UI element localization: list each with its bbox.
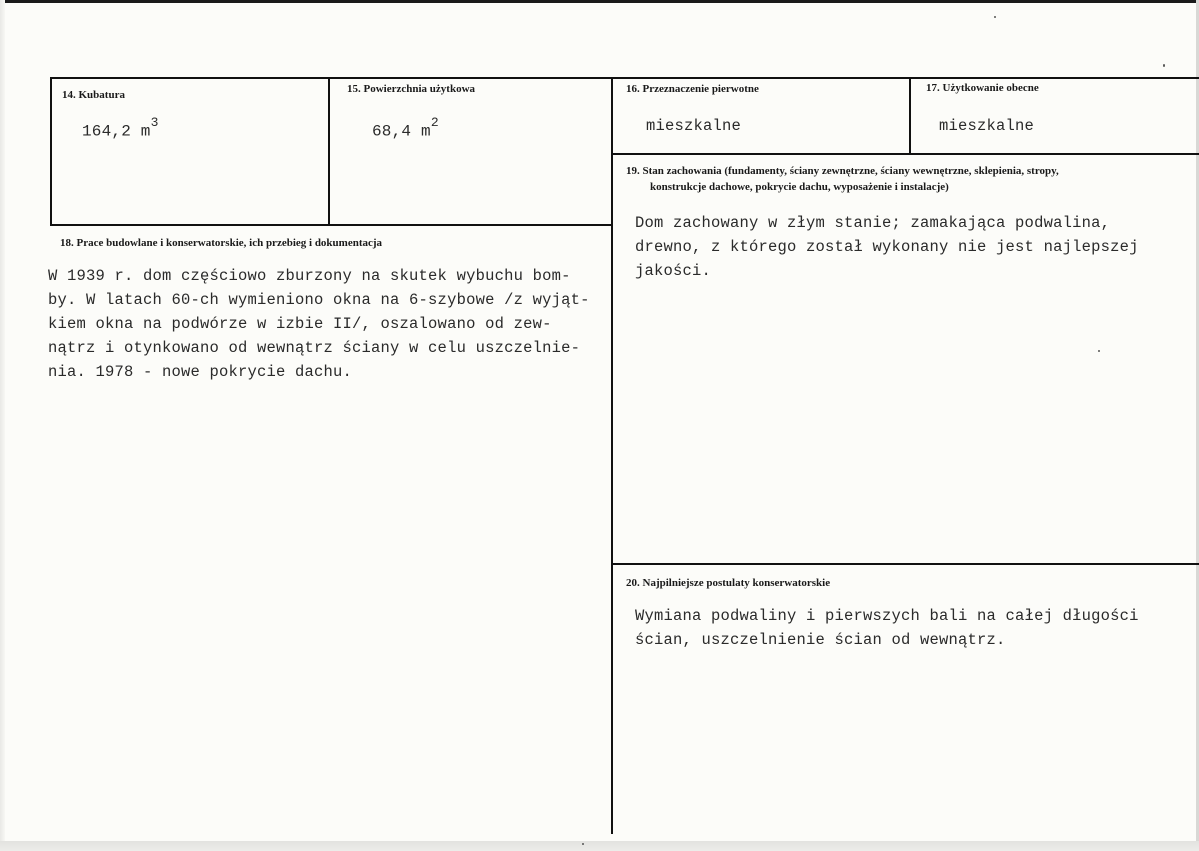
prace-line: kiem okna na podwórze w izbie II/, oszalowano od zew-: [48, 315, 552, 333]
stan-line: drewno, z którego został wykonany nie jest najlepszej: [635, 238, 1139, 256]
prace-line: W 1939 r. dom częściowo zburzony na skutek wybuchu bom-: [48, 267, 571, 285]
powierzchnia-number: 68,4 m: [372, 122, 431, 141]
kubatura-label: 14. Kubatura: [62, 89, 125, 101]
kubatura-exponent: 3: [150, 115, 159, 130]
stan-label-line2: konstrukcje dachowe, pokrycie dachu, wyposażenie i instalacje): [650, 181, 949, 193]
scan-edge-bottom: [0, 841, 1199, 851]
grid-center-line: [611, 77, 613, 834]
uzytkowanie-label: 17. Użytkowanie obecne: [926, 82, 1039, 94]
scan-speck: [582, 843, 584, 845]
scan-speck: [1163, 64, 1165, 67]
grid-line-16-17-bottom: [611, 153, 1199, 155]
scan-speck: [994, 16, 996, 18]
kubatura-number: 164,2 m: [82, 122, 151, 141]
powierzchnia-value: [372, 114, 439, 143]
przeznaczenie-label: 16. Przeznaczenie pierwotne: [626, 83, 759, 95]
prace-label: 18. Prace budowlane i konserwatorskie, ich przebieg i dokumentacja: [60, 237, 383, 249]
stan-label-line1: 19. Stan zachowania (fundamenty, ściany zewnętrzne, ściany wewnętrzne, sklepienia, stropy,: [626, 165, 1059, 177]
grid-divider-14-15: [328, 77, 330, 226]
scan-edge-top: [0, 0, 1199, 3]
prace-line: by. W latach 60-ch wymieniono okna na 6-szybowe /z wyjąt-: [48, 291, 590, 309]
scan-edge-left: [0, 0, 5, 851]
postulaty-line: Wymiana podwaliny i pierwszych bali na całej długości: [635, 607, 1139, 625]
uzytkowanie-value: mieszkalne: [939, 117, 1035, 135]
prace-line: nątrz i otynkowano od wewnątrz ściany w celu uszczelnie-: [48, 339, 581, 357]
grid-line-14-15-bottom: [50, 224, 613, 226]
powierzchnia-label: 15. Powierzchnia użytkowa: [347, 83, 476, 95]
grid-line-19-bottom: [611, 563, 1199, 565]
grid-top-line: [50, 77, 1199, 79]
grid-divider-16-17: [909, 77, 911, 155]
kubatura-value: [82, 114, 159, 143]
grid-left-line: [50, 77, 52, 226]
postulaty-label: 20. Najpilniejsze postulaty konserwatorskie: [626, 577, 831, 589]
scan-speck: [1098, 350, 1100, 352]
postulaty-line: ścian, uszczelnienie ścian od wewnątrz.: [635, 631, 1006, 649]
prace-line: nia. 1978 - nowe pokrycie dachu.: [48, 363, 353, 381]
stan-line: jakości.: [635, 262, 712, 280]
przeznaczenie-value: mieszkalne: [646, 117, 742, 135]
powierzchnia-exponent: 2: [430, 115, 439, 130]
stan-line: Dom zachowany w złym stanie; zamakająca podwalina,: [635, 214, 1111, 232]
